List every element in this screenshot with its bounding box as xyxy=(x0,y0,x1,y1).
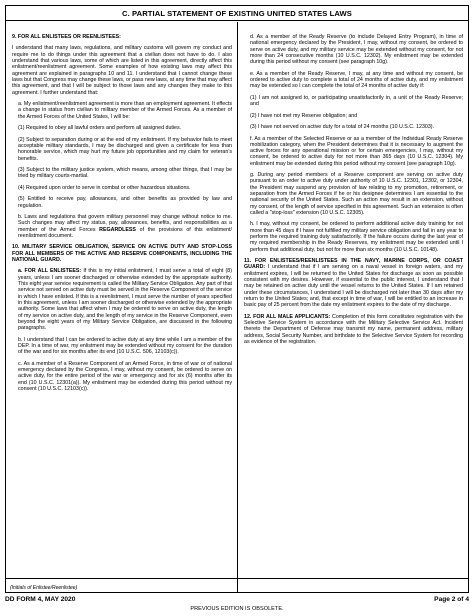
section-9a-1: (1) Required to obey all lawful orders and perform all assigned duties. xyxy=(18,125,182,132)
initials-right-blank xyxy=(238,578,468,593)
section-9a-3: (3) Subject to the military justice system, which means, among other things, that I may be tried by military courts-martial. xyxy=(18,166,232,180)
section-9a-4: (4) Required upon order to serve in combat or other hazardous situations. xyxy=(18,184,191,191)
section-10e-1: (1) I am not assigned to, or participating unsatisfactorily in, a unit of the Ready Reserve; and xyxy=(250,94,463,108)
section-9a-2: (2) Subject to separation during or at the end of my enlistment. If my behavior fails to meet acceptable military standards, I may be discharged and given a certificate for less than honorable service, which may hurt my future job opportunities and my claim for veteran's benefits. xyxy=(18,136,232,162)
section-9a-5: (5) Entitled to receive pay, allowances, and other benefits as provided by law and regulation. xyxy=(18,196,232,209)
left-column xyxy=(6,22,238,578)
page-number: Page 2 of 4 xyxy=(434,596,469,603)
edition-notice: PREVIOUS EDITION IS OBSOLETE. xyxy=(190,606,284,612)
section-10g: g. During any period members of a Reserve component are serving on active duty pursuant to an order to active duty under authority of 10 U.S.C. 12301, 12302, or 12304, the President may suspend any provision of law relating to my promotion, retirement, or separation from the Armed Forces if he or his designee determines I am essential to the national security of the United States. Such an action may result in an extension, without my consent, of the length of service specified in this agreement. Such an extension is often called a "stop-loss" extension (10 U.S.C. 12305). xyxy=(250,172,463,216)
page-footer xyxy=(5,594,469,614)
section-9-intro: I understand that many laws, regulations, and military customs will govern my conduct and require me to do things under this agreement that a civilian does not have to do. I also understand that various laws, some of which are listed in this agreement, directly affect this enlistment/reenlistment agreement. Some examples of how existing laws may affect this agreement are explained in paragraphs 10 and 11. I understand that I cannot change these laws but that Congress may change these laws, or pass new laws, at any time that may affect this agreement, and that I will be subject to those laws and any changes they make to this agreement. I further understand that: xyxy=(12,45,232,96)
section-9b-emphasis: REGARDLESS xyxy=(99,226,136,233)
section-10h: h. I may, without my consent, be ordered to perform additional active duty training for not more than 45 days if I have not fulfilled my military service obligation and fail in any year to perform the required training duty satisfactorily. If the failure occurs during the last year of my required membership in the Ready Reserves, my enlistment may be extended until I perform that additional duty, but not for more than six months (10 U.S.C. 10148). xyxy=(250,221,463,253)
section-12-title: 12. FOR ALL MALE APPLICANTS: xyxy=(244,313,331,320)
section-11-text: I understand that if I am serving on a naval vessel in foreign waters, and my enlistment expires, I will be returned to the United States for discharge as soon as possible consistent with my desires. However, if essential to the public interest, I understand that I may be retained on active duty until the vessel returns to the United States. If I am retained under these circumstances, I understand I will be discharged not later than 30 days after my return to the United States; and, that except in time of war, I will be entitled to an increase in basic pay of 25 percent from the date my enlistment expires to the date of my discharge. xyxy=(244,264,463,309)
section-10a-text: If this is my initial enlistment, I must serve a total of eight (8) years, unless I am sooner discharged or otherwise extended by the appropriate authority. This eight year service requirement is called the Military Service Obligation. Any part of that service not served on active duty must be served in the Reserve Component of the service in which I have enlisted. If this is a reenlistment, I must serve the number of years specified in this agreement, unless I am sooner discharged or otherwise extended by the appropriate authority. Some laws that affect when I may be ordered to serve on active duty, the length of my service on active duty, and the length of my service in the Reserve Component, even beyond the eight years of my Military Service Obligation, are discussed in the following paragraphs. xyxy=(18,268,232,332)
section-9a: a. My enlistment/reenlistment agreement is more than an employment agreement. It effects a change in status from civilian to military member of the Armed Forces. As a member of the Armed Forces of the United States, I will be: xyxy=(18,101,232,120)
section-header: C. PARTIAL STATEMENT OF EXISTING UNITED STATES LAWS xyxy=(6,6,468,21)
initials-field[interactable] xyxy=(6,578,238,593)
section-10e-2: (2) I have not met my Reserve obligation; and xyxy=(250,112,358,119)
section-10e: e. As a member of the Ready Reserve, I may, at any time and without my consent, be ordered to active duty to complete a total of 24 months of active duty, and my enlistment may be extended so I can complete the total of 24 months of active duty if: xyxy=(250,70,463,90)
section-9b xyxy=(12,214,232,239)
initials-label: (Initials of Enlistee/Reenlistee) xyxy=(10,585,78,591)
section-11-title: 11. FOR ENLISTEES/REENLISTEES IN THE NAVY, MARINE CORPS, OR COAST GUARD: xyxy=(244,258,463,271)
section-10b: b. I understand that I can be ordered to active duty at any time while I am a member of the DEP. In a time of war, my enlistment may be extended without my consent for the duration of the war and for six months after its end (10 U.S.C. 506, 12103(c)). xyxy=(18,336,232,356)
section-10a xyxy=(12,268,232,331)
right-column xyxy=(238,22,468,578)
section-11 xyxy=(244,258,463,308)
form-page xyxy=(5,5,469,593)
section-9b-post: of the provisions of this enlistment/ reenlistment document. xyxy=(18,226,232,239)
section-10f: f. As a member of the Selected Reserve or as a member of the Individual Ready Reserve mobilization category, when the President determines that it is necessary to augment the active forces for any operational mission or for certain emergencies, I may, without my consent, be ordered to active duty for not more than 365 days (10 U.S.C. 12304). My enlistment may be extended during this period without my consent (see paragraph 10g). xyxy=(250,135,463,167)
section-10-title: 10. MILITARY SERVICE OBLIGATION, SERVICE ON ACTIVE DUTY AND STOP-LOSS FOR ALL MEMBERS OF THE ACTIVE AND RESERVE COMPONENTS, INCLUDING THE NATIONAL GUARD. xyxy=(12,244,232,263)
form-identifier: DD FORM 4, MAY 2020 xyxy=(5,596,76,603)
section-10c: c. As a member of a Reserve Component of an Armed Force, in time of war or of national emergency declared by the Congress, I may, without my consent, be ordered to serve on active duty, for the entire period of the war or emergency and for six (6) months after its end (10 U.S.C. 12301(a)). My enlistment may be extended during this period without my consent (10 U.S.C. 12103(c)). xyxy=(18,360,232,392)
section-10e-3: (3) I have not served on active duty for a total of 24 months (10 U.S.C. 12303). xyxy=(250,124,435,131)
section-9b-pre: b. Laws and regulations that govern military personnel may change without notice to me. Such changes may affect my status, pay, allowances, benefits, and responsibilities as a member of the Armed Forces xyxy=(18,214,232,233)
section-12 xyxy=(244,314,463,345)
section-12-text: Completion of this form constitutes registration with the Selective Service System in accordance with the Military Selective Service Act. Incident thereto the Department of Defense may transmit my name, permanent address, military address, Social Security Number, and birthdate to the Selective Service System for recording as evidence of the registration. xyxy=(244,313,463,345)
section-9-title: 9. FOR ALL ENLISTEES OR REENLISTEES: xyxy=(12,34,121,40)
section-10d: d. As a member of the Ready Reserve (to include Delayed Entry Program), in time of national emergency declared by the President, I may, without my consent, be ordered to serve on active duty, and my military service may be extended without my consent, for not more than 24 consecutive months (10 U.S.C. 12302). My enlistment may be extended during this period without my consent (see paragraph 10g). xyxy=(250,34,463,66)
section-10a-label: a. FOR ALL ENLISTEES: xyxy=(18,268,82,275)
